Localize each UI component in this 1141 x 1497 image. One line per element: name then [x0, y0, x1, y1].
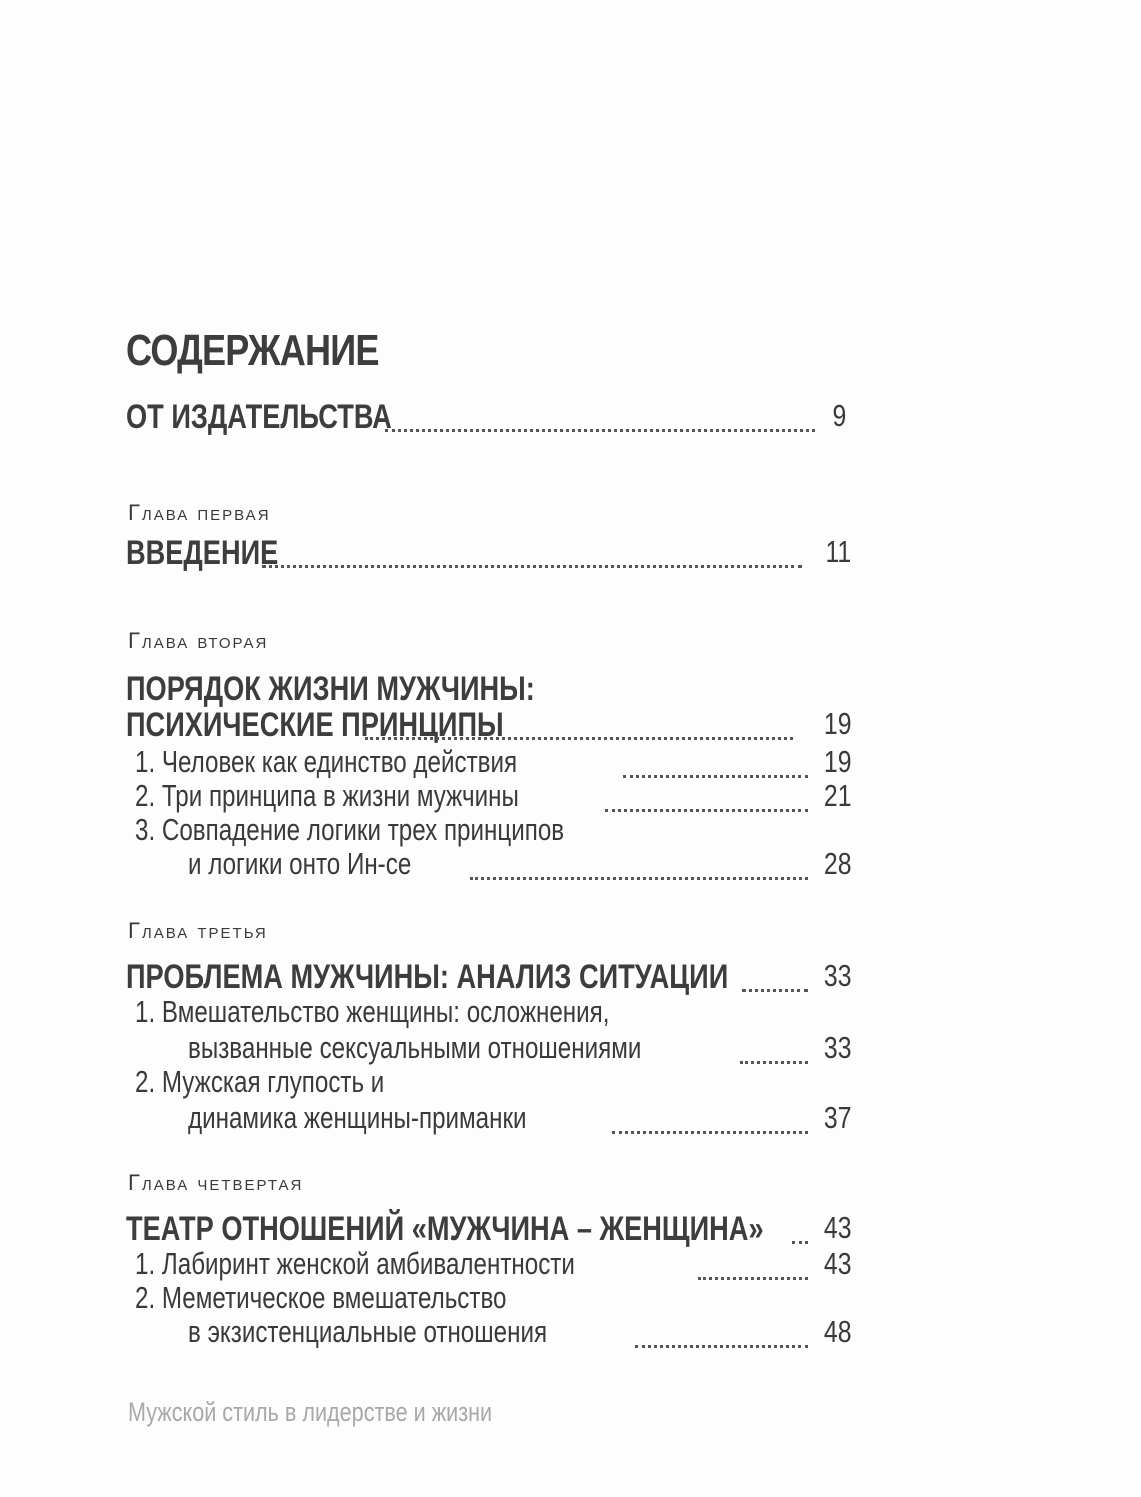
- entry-page: 19: [823, 744, 851, 779]
- leader-dots: [740, 1024, 808, 1064]
- entry-label: 1. Человек как единство действия: [135, 744, 518, 779]
- leader-dots: [605, 772, 808, 812]
- leader-dots: [698, 1240, 808, 1280]
- leader-dots: [742, 952, 808, 992]
- leader-dots: [635, 1308, 808, 1348]
- entry-label: вызванные сексуальными отношениями: [188, 1030, 642, 1065]
- page-title: СОДЕРЖАНИЕ: [126, 326, 379, 375]
- entry-page: 11: [825, 534, 851, 569]
- leader-dots: [262, 528, 802, 568]
- toc-entry-principles[interactable]: [0, 706, 1141, 746]
- chapter-label-3: Глава третья: [128, 918, 268, 943]
- entry-label: ВВЕДЕНИЕ: [126, 534, 279, 572]
- leader-dots: [612, 1094, 808, 1134]
- entry-label: в экзистенциальные отношения: [188, 1314, 548, 1349]
- leader-dots: [385, 392, 815, 432]
- entry-page: 37: [823, 1100, 851, 1135]
- entry-page: 19: [823, 706, 851, 741]
- entry-page: 48: [823, 1314, 851, 1349]
- toc-entry-publisher[interactable]: [0, 398, 1141, 438]
- entry-label-line1: 3. Совпадение логики трех принципов: [135, 812, 565, 847]
- toc-entry-section[interactable]: [0, 1314, 1141, 1354]
- toc-entry-section[interactable]: [0, 846, 1141, 886]
- chapter-label-4: Глава четвертая: [128, 1170, 304, 1195]
- entry-page: 33: [823, 958, 851, 993]
- toc-entry-theatre[interactable]: [0, 1210, 1141, 1250]
- entry-label: ПСИХИЧЕСКИЕ ПРИНЦИПЫ: [126, 706, 504, 744]
- entry-page: 21: [823, 778, 851, 813]
- leader-dots: [792, 1204, 808, 1244]
- entry-label: и логики онто Ин-се: [188, 846, 412, 881]
- leader-dots: [365, 700, 793, 740]
- entry-label: 1. Лабиринт женской амбивалентности: [135, 1246, 575, 1281]
- toc-entry-introduction[interactable]: [0, 534, 1141, 574]
- chapter-label-1: Глава первая: [128, 500, 271, 525]
- entry-label-line1: 1. Вмешательство женщины: осложнения,: [135, 994, 610, 1029]
- entry-label-line1: 2. Меметическое вмешательство: [135, 1280, 507, 1315]
- toc-entry-section[interactable]: [0, 1100, 1141, 1140]
- entry-label-line1: ПОРЯДОК ЖИЗНИ МУЖЧИНЫ:: [126, 670, 535, 708]
- entry-page: 9: [832, 398, 846, 433]
- running-footer: Мужской стиль в лидерстве и жизни: [128, 1397, 493, 1427]
- entry-label: ПРОБЛЕМА МУЖЧИНЫ: АНАЛИЗ СИТУАЦИИ: [126, 958, 729, 996]
- entry-page: 28: [823, 846, 851, 881]
- entry-label: динамика женщины-приманки: [188, 1100, 527, 1135]
- leader-dots: [470, 840, 808, 880]
- chapter-label-2: Глава вторая: [128, 628, 269, 653]
- entry-label: ТЕАТР ОТНОШЕНИЙ «МУЖЧИНА – ЖЕНЩИНА»: [126, 1210, 764, 1248]
- entry-page: 33: [823, 1030, 851, 1065]
- entry-label: ОТ ИЗДАТЕЛЬСТВА: [126, 398, 392, 436]
- entry-page: 43: [823, 1246, 851, 1281]
- entry-page: 43: [823, 1210, 851, 1245]
- toc-entry-problem[interactable]: [0, 958, 1141, 998]
- entry-label-line1: 2. Мужская глупость и: [135, 1064, 385, 1099]
- entry-label: 2. Три принципа в жизни мужчины: [135, 778, 519, 813]
